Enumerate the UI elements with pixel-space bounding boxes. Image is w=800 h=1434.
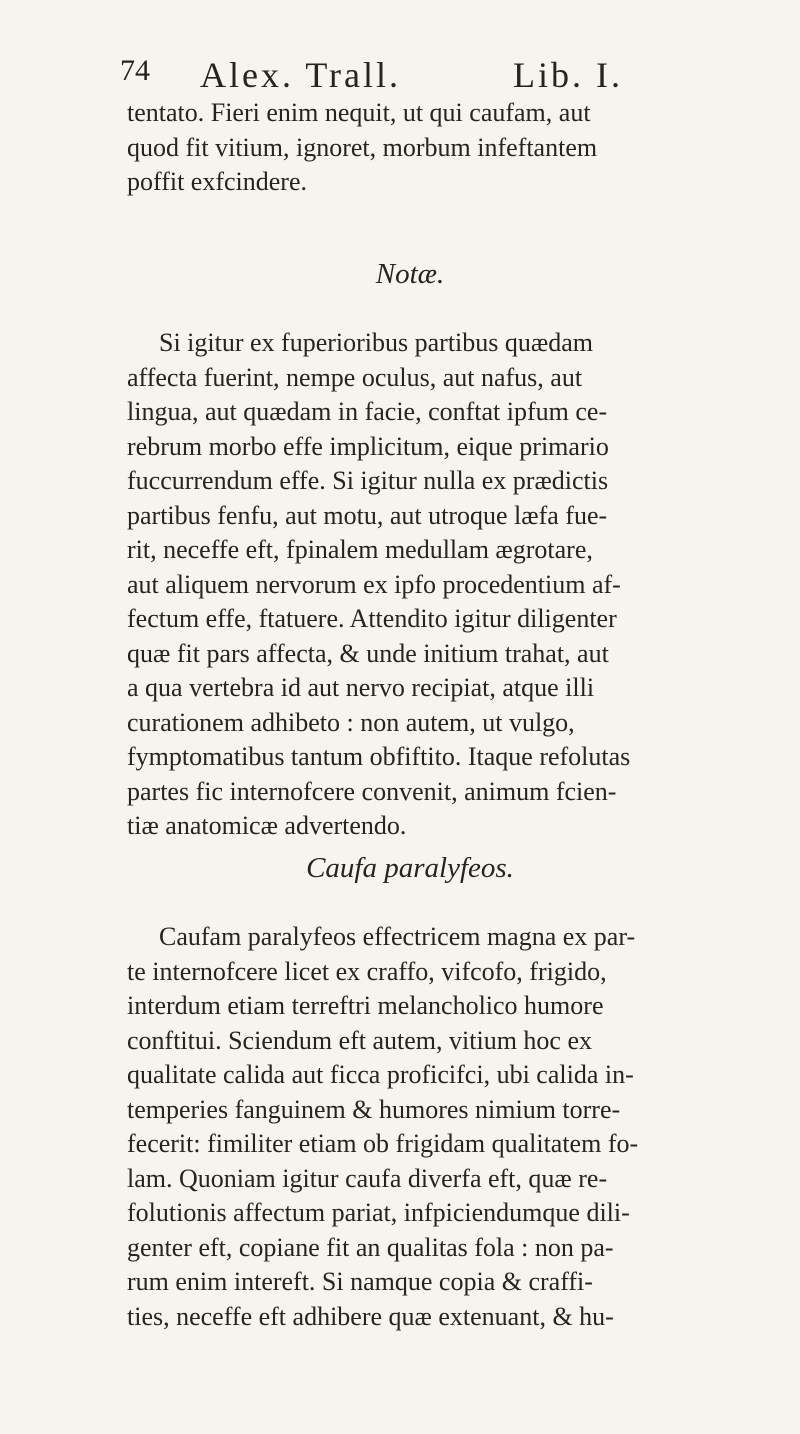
book-number: Lib. I. bbox=[513, 55, 623, 95]
text-line: partes fic internofcere convenit, animum fcien- bbox=[127, 776, 617, 806]
text-line: genter eft, copiane fit an qualitas fola : non pa- bbox=[127, 1232, 614, 1262]
text-line: interdum etiam terreftri melancholico humore bbox=[127, 991, 604, 1020]
text-line: fectum effe, ftatuere. Attendito igitur diligenter bbox=[127, 604, 617, 633]
text-line: poffit exfcindere. bbox=[127, 167, 307, 196]
text-line: ties, neceffe eft adhibere quæ extenuant, & hu- bbox=[127, 1301, 614, 1331]
running-title: Alex. Trall. bbox=[200, 55, 402, 95]
text-line: tiæ anatomicæ advertendo. bbox=[127, 811, 407, 840]
text-line: curationem adhibeto : non autem, ut vulgo, bbox=[127, 707, 575, 737]
text-line: rit, neceffe eft, fpinalem medullam ægrotare, bbox=[127, 535, 593, 564]
text-line: partibus fenfu, aut motu, aut utroque læfa fue- bbox=[127, 500, 608, 530]
text-line: rum enim intereft. Si namque copia & craffi- bbox=[127, 1267, 593, 1296]
text-line: conftitui. Sciendum eft autem, vitium hoc ex bbox=[127, 1025, 593, 1055]
text-line: folutionis affectum pariat, infpiciendumque dili- bbox=[127, 1198, 630, 1227]
text-line: qualitate calida aut ficca proficifci, ubi calida in- bbox=[127, 1060, 634, 1089]
causa-paragraph bbox=[127, 920, 693, 1334]
text-line: Si igitur ex fuperioribus partibus quædam bbox=[159, 328, 594, 357]
text-line: quod fit vitium, ignoret, morbum infeftantem bbox=[127, 132, 598, 162]
text-line: lam. Quoniam igitur caufa diverfa eft, quæ re- bbox=[127, 1163, 608, 1193]
text-line: te internofcere licet ex craffo, vifcofo, frigido, bbox=[127, 956, 607, 986]
text-line: Caufam paralyfeos effectricem magna ex par- bbox=[159, 922, 636, 951]
notae-heading: Notæ. bbox=[375, 258, 445, 290]
text-line: affecta fuerint, nempe oculus, aut nafus, aut bbox=[127, 362, 583, 392]
text-line: tentato. Fieri enim nequit, ut qui caufam, aut bbox=[127, 98, 591, 127]
text-line: lingua, aut quædam in facie, conftat ipfum ce- bbox=[127, 397, 608, 426]
text-line: temperies fanguinem & humores nimium torre- bbox=[127, 1094, 621, 1124]
causa-heading: Caufa paralyfeos. bbox=[306, 852, 514, 884]
text-line: aut aliquem nervorum ex ipfo procedentium af- bbox=[127, 569, 621, 599]
page-number: 74 bbox=[120, 54, 150, 87]
text-line: fymptomatibus tantum obfiftito. Itaque refolutas bbox=[127, 742, 631, 771]
intro-paragraph bbox=[127, 96, 693, 200]
text-line: fuccurrendum effe. Si igitur nulla ex prædictis bbox=[127, 466, 609, 495]
text-line: rebrum morbo effe implicitum, eique primario bbox=[127, 431, 609, 461]
notae-paragraph bbox=[127, 326, 693, 844]
text-line: quæ fit pars affecta, & unde initium trahat, aut bbox=[127, 638, 609, 668]
text-line: fecerit: fimiliter etiam ob frigidam qualitatem fo- bbox=[127, 1129, 639, 1158]
text-line: a qua vertebra id aut nervo recipiat, atque illi bbox=[127, 673, 595, 702]
